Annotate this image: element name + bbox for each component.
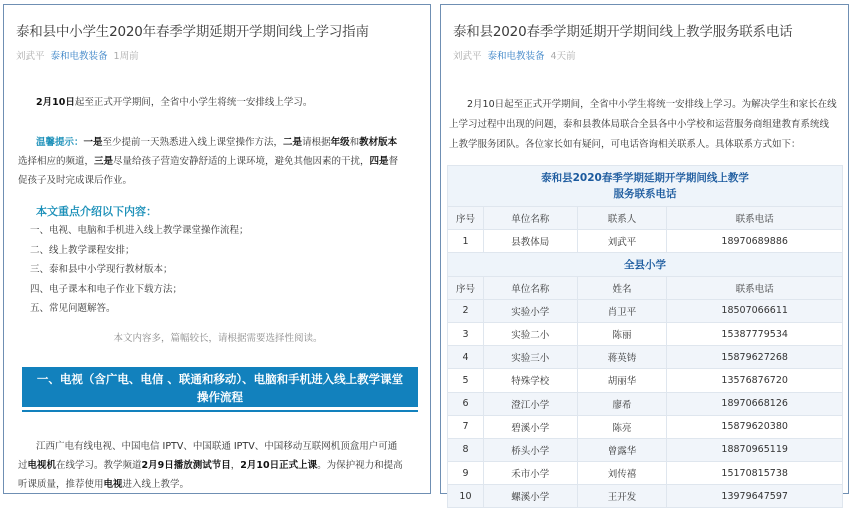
tip-line-3: 促孩子及时完成课后作业。: [18, 175, 133, 186]
toc-item[interactable]: 四、电子课本和电子作业下载方法；: [30, 283, 183, 295]
toc-heading: 本文重点介绍以下内容：: [36, 205, 157, 218]
table-cell: 3: [448, 322, 484, 345]
paragraph-intro: 2月10日起至正式开学期间，全省中小学生将统一安排线上学习。: [36, 97, 313, 108]
article-panel-left: [3, 4, 431, 494]
table-cell: 7: [448, 415, 484, 438]
table-cell: 王开发: [577, 485, 667, 508]
phone-number[interactable]: 15879627268: [667, 346, 843, 369]
table-cell: 螺溪小学: [483, 485, 577, 508]
table-cell: 刘传禧: [577, 462, 667, 485]
toc-item[interactable]: 二、线上教学课程安排；: [30, 244, 135, 256]
toc-item[interactable]: 一、电视、电脑和手机进入线上教学课堂操作流程；: [30, 225, 249, 236]
article-meta: [16, 48, 430, 62]
table-cell: 碧溪小学: [483, 415, 577, 438]
table-row: [448, 415, 843, 438]
article-panel-right: [440, 4, 849, 504]
table-cell: 实验小学: [483, 299, 577, 322]
article-meta: [453, 48, 848, 62]
table-cell: 蒋英铸: [577, 346, 667, 369]
publish-time: 4天前: [550, 51, 576, 62]
table-cell: 陈亮: [577, 415, 667, 438]
table-row: [448, 485, 843, 508]
table-row: [448, 462, 843, 485]
table-header-row: 序号 单位名称 姓名 联系电话: [448, 276, 843, 299]
publish-time: 1周前: [113, 51, 139, 62]
banner-underline: [22, 410, 418, 412]
table-body: [448, 299, 843, 508]
table-cell: 胡丽华: [577, 369, 667, 392]
author-name: 刘武平: [453, 51, 482, 62]
table-row: [448, 346, 843, 369]
phone-number[interactable]: 15170815738: [667, 462, 843, 485]
table-row: [448, 322, 843, 345]
phone-number[interactable]: 13576876720: [667, 369, 843, 392]
toc-item[interactable]: 五、常见问题解答。: [30, 303, 116, 314]
author-name: 刘武平: [16, 51, 45, 62]
table-cell: 5: [448, 369, 484, 392]
table-cell: 2: [448, 299, 484, 322]
table-row: [448, 438, 843, 461]
source-link[interactable]: 泰和电教装备: [487, 51, 545, 62]
table-row: [448, 369, 843, 392]
phone-number[interactable]: 18870965119: [667, 438, 843, 461]
phone-number[interactable]: 15387779534: [667, 322, 843, 345]
table-cell: 廖希: [577, 392, 667, 415]
contact-table: [447, 165, 843, 508]
table-cell: 9: [448, 462, 484, 485]
source-link[interactable]: 泰和电教装备: [50, 51, 108, 62]
table-cell: 曾露华: [577, 438, 667, 461]
phone-number[interactable]: 15879620380: [667, 415, 843, 438]
table-cell: 4: [448, 346, 484, 369]
table-cell: 8: [448, 438, 484, 461]
toc-list: [30, 221, 249, 319]
tip-line-1: 温馨提示：一是至少提前一天熟悉进入线上课堂操作方法，二是请根据年级和教材版本: [36, 137, 398, 148]
tip-line-2: 选择相应的频道，三是尽量给孩子营造安静舒适的上课环境，避免其他因素的干扰，四是督: [18, 156, 399, 167]
reading-note: 本文内容多，篇幅较长，请根据需要选择性阅读。: [113, 333, 323, 344]
phone-number[interactable]: 13979647597: [667, 485, 843, 508]
intro-line-3: 上教学服务团队。各位家长如有疑问，可电话咨询相关联系人。具体联系方式如下：: [449, 139, 801, 150]
intro-line-1: 2月10日起至正式开学期间，全省中小学生将统一安排线上学习。为解决学生和家长在线: [467, 99, 837, 110]
table-cell: 桥头小学: [483, 438, 577, 461]
table-cell: 肖卫平: [577, 299, 667, 322]
phone-number[interactable]: 18507066611: [667, 299, 843, 322]
table-cell: 陈丽: [577, 322, 667, 345]
table-cell: 澄江小学: [483, 392, 577, 415]
intro-line-2: 上学习过程中出现的问题，泰和县教体局联合全县各中小学校和运营服务商组建教育系统线: [449, 119, 830, 130]
section-banner: 一、电视（含广电、电信 、联通和移动）、电脑和手机进入线上教学课堂 操作流程: [22, 367, 418, 407]
table-section-row: 全县小学: [448, 253, 843, 276]
p2-line-3: 听课质量，推荐使用电视进入线上教学。: [18, 479, 190, 490]
article-title[interactable]: 泰和县2020春季学期延期开学期间线上教学服务联系电话: [453, 24, 793, 40]
table-cell: 实验二小: [483, 322, 577, 345]
table-title-row: 泰和县2020春季学期延期开学期间线上教学 服务联系电话: [448, 166, 843, 207]
table-row: [448, 392, 843, 415]
table-header-row: 序号 单位名称 联系人 联系电话: [448, 207, 843, 230]
article-title[interactable]: 泰和县中小学生2020年春季学期延期开学期间线上学习指南: [16, 24, 369, 40]
table-cell: 10: [448, 485, 484, 508]
table-cell: 特殊学校: [483, 369, 577, 392]
toc-item[interactable]: 三、泰和县中小学现行教材版本；: [30, 264, 173, 275]
table-cell: 禾市小学: [483, 462, 577, 485]
table-cell: 6: [448, 392, 484, 415]
phone-number[interactable]: 18970668126: [667, 392, 843, 415]
table-cell: 实验三小: [483, 346, 577, 369]
p2-line-1: 江西广电有线电视、中国电信 IPTV、中国联通 IPTV、中国移动互联网机顶盒用户可通: [36, 441, 398, 452]
p2-line-2: 过电视机在线学习。教学频道2月9日播放测试节目，2月10日正式上课。为保护视力和提高: [18, 460, 403, 471]
table-row: [448, 299, 843, 322]
table-row: 1 县教体局 刘武平 18970689886: [448, 230, 843, 253]
